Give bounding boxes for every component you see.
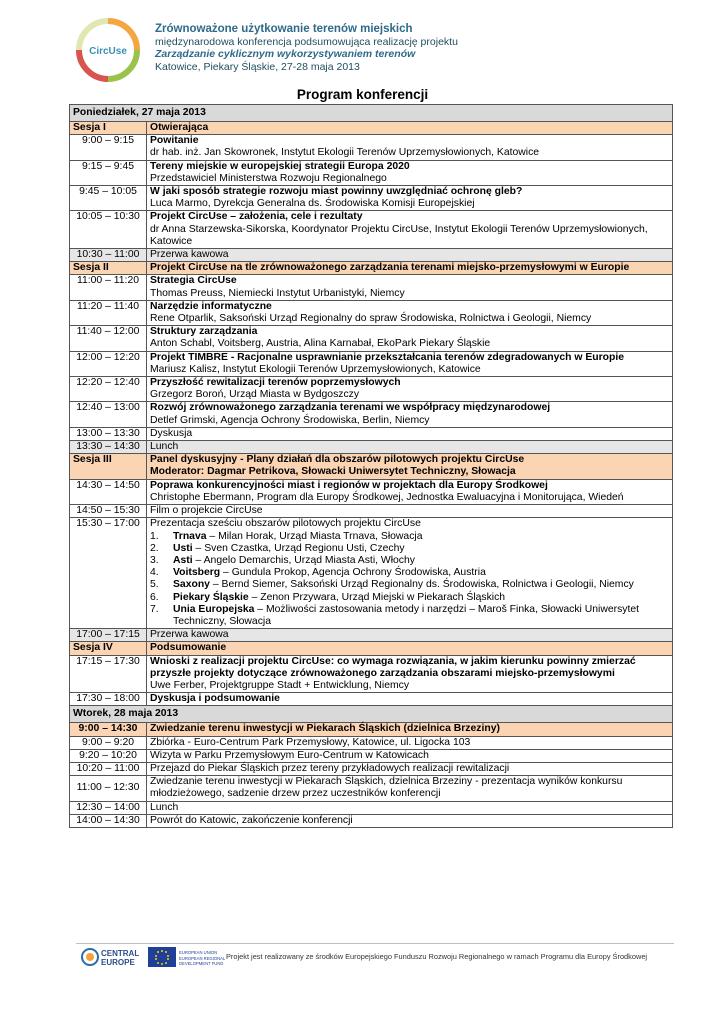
break-row: 13:30 – 14:30 Lunch xyxy=(70,441,673,454)
list-item: 6. Piekary Śląskie – Zenon Przywara, Urząd Miejski w Piekarach Śląskich xyxy=(150,591,506,603)
table-row: 17:15 – 17:30 Wnioski z realizacji projektu CircUse: co wymaga rozwiązania, w jakim kierunku powinny zmierzać przyszłe projekty dotyczące zrównoważonego zarządzania obszarami miejsko-przemysłowymi Uwe Ferber, Projektgruppe Stadt + Entwicklung, Niemcy xyxy=(70,655,673,693)
table-row: 9:20 – 10:20 Wizyta w Parku Przemysłowym Euro-Centrum w Katowicach xyxy=(70,749,673,762)
ce-logo-line1: CENTRAL xyxy=(101,949,140,958)
table-row: 12:40 – 13:00 Rozwój zrównoważonego zarządzania terenami we współpracy międzynarodowej Detlef Grimski, Agencja Ochrony Środowiska, Berlin, Niemcy xyxy=(70,402,673,427)
session-row: Sesja III Panel dyskusyjny - Plany działań dla obszarów pilotowych projektu CircUse Moderator: Dagmar Petrikova, Słowacki Uniwersytet Techniczny, Słowacja xyxy=(70,454,673,479)
project-name: Zarządzanie cyklicznym wykorzystywaniem terenów xyxy=(155,48,416,61)
conference-title: Zrównoważone użytkowanie terenów miejskich xyxy=(155,23,413,35)
table-row: 17:30 – 18:00 Dyskusja i podsumowanie xyxy=(70,693,673,706)
session-row: Sesja IV Podsumowanie xyxy=(70,642,673,655)
list-item: 1. Trnava – Milan Horak, Urząd Miasta Trnava, Słowacja xyxy=(150,530,423,542)
table-row: 12:30 – 14:00 Lunch xyxy=(70,801,673,814)
list-item: 4. Voitsberg – Gundula Prokop, Agencja Ochrony Środowiska, Austria xyxy=(150,567,486,579)
central-europe-logo xyxy=(80,945,142,969)
break-row: 17:00 – 17:15 Przerwa kawowa xyxy=(70,629,673,642)
logo-text: CircUse xyxy=(89,46,127,57)
table-row: 11:20 – 11:40 Narzędzie informatyczne Rene Otparlik, Saksoński Urząd Regionalny do spraw Środowiska, Rolnictwa i Geologii, Niemcy xyxy=(70,300,673,325)
conference-location-date: Katowice, Piekary Śląskie, 27-28 maja 2013 xyxy=(155,60,360,73)
table-row: 12:20 – 12:40 Przyszłość rewitalizacji terenów poprzemysłowych Grzegorz Boroń, Urząd Miasta w Bydgoszczy xyxy=(70,377,673,402)
table-row: 9:00 – 9:15 Powitanie dr hab. inż. Jan Skowronek, Instytut Ekologii Terenów Uprzemysłowionych, Katowice xyxy=(70,135,673,160)
day-header: Wtorek, 28 maja 2013 xyxy=(70,706,673,723)
table-row: 10:20 – 11:00 Przejazd do Piekar Śląskich przez tereny przykładowych realizacji rewitalizacji xyxy=(70,762,673,775)
table-row: 9:15 – 9:45 Tereny miejskie w europejskiej strategii Europa 2020 Przedstawiciel Ministerstwa Rozwoju Regionalnego xyxy=(70,160,673,185)
footer xyxy=(80,945,680,971)
table-row: 12:00 – 12:20 Projekt TIMBRE - Racjonalne usprawnianie przekształcania terenów zdegradowanych w Europie Mariusz Kalisz, Instytut Ekologii Terenów Uprzemysłowionych, Katowice xyxy=(70,351,673,376)
table-row: 11:00 – 12:30 Zwiedzanie terenu inwestycji w Piekarach Śląskich, dzielnica Brzeziny - prezentacja wyników konkursu młodzieżowego, sadzenie drzew przez uczestników konferencji xyxy=(70,776,673,801)
circuse-logo xyxy=(76,18,140,82)
break-row: 10:30 – 11:00 Przerwa kawowa xyxy=(70,249,673,262)
list-item: 7. Unia Europejska – Możliwości zastosowania metody i narzędzi – Maroš Finka, Słowacki Uniwersytet Techniczny, Słowacja xyxy=(150,603,640,627)
table-row: 9:00 – 9:20 Zbiórka - Euro-Centrum Park Przemysłowy, Katowice, ul. Ligocka 103 xyxy=(70,736,673,749)
pilot-areas-list xyxy=(150,531,669,629)
program-table xyxy=(69,104,673,828)
table-row: 13:00 – 13:30 Dyskusja xyxy=(70,427,673,440)
ce-logo-line2: EUROPE xyxy=(101,958,135,967)
table-row: 15:30 – 17:00 Prezentacja sześciu obszarów pilotowych projektu CircUse 1. Trnava – Milan Horak, Urząd Miasta Trnava, Słowacja 2. Usti – Sven Czastka, Urząd Regionu Usti, Czechy 3. Asti – Angelo Demarchis, Urząd Miasta Asti, Włochy 4. Voitsberg – Gundula Prokop, Agencja Ochrony Środowiska, Austria 5. Saxony – Bernd Siemer, Saksoński Urząd Regionalny ds. Środowiska, Rolnictwa i Geologii, Niemcy 6. Piekary Śląskie – Zenon Przywara, Urząd Miejski w Piekarach Śląskich 7. Unia Europejska – Możliwości zastosowania metody i narzędzi – Maroš Finka, Słowacki Uniwersytet Techniczny, Słowacja xyxy=(70,518,673,629)
session-row: Sesja I Otwierająca xyxy=(70,122,673,135)
session-row: Sesja II Projekt CircUse na tle zrównoważonego zarządzania terenami miejsko-przemysłowymi w Europie xyxy=(70,262,673,275)
session-row: 9:00 – 14:30 Zwiedzanie terenu inwestycji w Piekarach Śląskich (dzielnica Brzeziny) xyxy=(70,723,673,736)
eu-logo-line2: EUROPEAN REGIONAL xyxy=(179,956,226,961)
table-row: 11:00 – 11:20 Strategia CircUse Thomas Preuss, Niemiecki Instytut Urbanistyki, Niemcy xyxy=(70,275,673,300)
day-header: Poniedziałek, 27 maja 2013 xyxy=(70,105,673,122)
table-row: 11:40 – 12:00 Struktury zarządzania Anton Schabl, Voitsberg, Austria, Alina Karnabał, EkoPark Piekary Śląskie xyxy=(70,326,673,351)
table-row: 10:05 – 10:30 Projekt CircUse – założenia, cele i rezultaty dr Anna Starzewska-Sikorska, Koordynator Projektu CircUse, Instytut Ekologii Terenów Uprzemysłowionych, Katowice xyxy=(70,211,673,249)
table-row: 14:00 – 14:30 Powrót do Katowic, zakończenie konferencji xyxy=(70,814,673,827)
list-item: 2. Usti – Sven Czastka, Urząd Regionu Usti, Czechy xyxy=(150,542,405,554)
list-item: 3. Asti – Angelo Demarchis, Urząd Miasta Asti, Włochy xyxy=(150,554,415,566)
table-row: 14:30 – 14:50 Poprawa konkurencyjności miast i regionów w projektach dla Europy Środkowej Christophe Ebermann, Program dla Europy Środkowej, Jednostka Ewaluacyjna i Monitorująca, Wiedeń xyxy=(70,479,673,504)
table-row: 9:45 – 10:05 W jaki sposób strategie rozwoju miast powinny uwzględniać ochronę gleb? Luca Marmo, Dyrekcja Generalna ds. Środowiska Komisji Europejskiej xyxy=(70,186,673,211)
table-row: 14:50 – 15:30 Film o projekcie CircUse xyxy=(70,505,673,518)
conference-subtitle: międzynarodowa konferencja podsumowująca realizację projektu xyxy=(155,35,458,48)
eu-logo-line3: DEVELOPMENT FUND xyxy=(179,961,224,966)
eu-flag-logo xyxy=(148,947,226,969)
page-title: Program konferencji xyxy=(296,87,429,102)
header xyxy=(76,14,716,84)
list-item: 5. Saxony – Bernd Siemer, Saksoński Urząd Regionalny ds. Środowiska, Rolnictwa i Geologii, Niemcy xyxy=(150,579,634,591)
footer-funding-text: Projekt jest realizowany ze środków Europejskiego Funduszu Rozwoju Regionalnego w ramach Programu dla Europy Środkowej xyxy=(226,952,648,961)
eu-logo-line1: EUROPEAN UNION xyxy=(179,950,218,955)
header-text xyxy=(155,23,458,73)
footer-divider xyxy=(76,943,674,944)
